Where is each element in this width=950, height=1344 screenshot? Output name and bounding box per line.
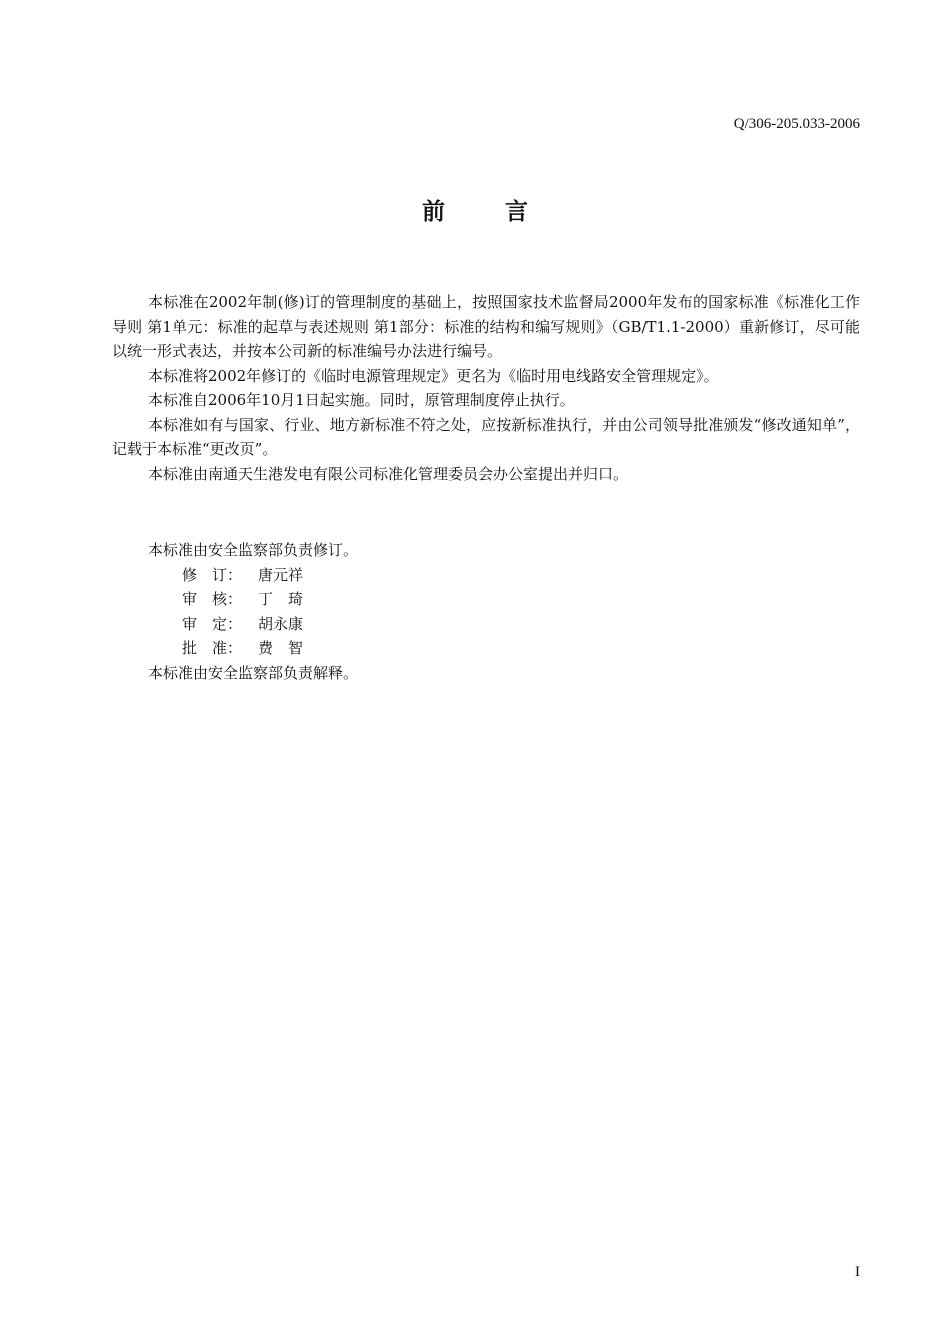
credit-row [112, 587, 860, 612]
credit-role: 审 定： [182, 614, 243, 633]
credit-person: 唐元祥 [258, 565, 304, 584]
foreword-body [112, 290, 860, 486]
paragraph-conflict-rule: 本标准如有与国家、行业、地方新标准不符之处，应按新标准执行，并由公司领导批准颁发“修改通知单”，记载于本标准“更改页”。 [112, 415, 860, 458]
credits-outro: 本标准由安全监察部负责解释。 [148, 663, 359, 682]
credit-row [112, 636, 860, 661]
paragraph-revision-basis: 本标准在2002年制(修)订的管理制度的基础上，按照国家技术监督局2000年发布的国家标准《标准化工作导则 第1单元：标准的起草与表述规则 第1部分：标准的结构和编写规则》（GB/T1.1-2000）重新修订，尽可能以统一形式表达，并按本公司新的标准编号办法进行编号。 [112, 293, 860, 360]
page-title [0, 196, 950, 228]
paragraph-rename: 本标准将2002年修订的《临时电源管理规定》更名为《临时用电线路安全管理规定》。 [148, 366, 719, 385]
credit-person: 丁 琦 [258, 590, 304, 608]
title-char-2: 言 [505, 199, 528, 225]
credits-intro: 本标准由安全监察部负责修订。 [148, 541, 359, 559]
credit-person: 胡永康 [258, 614, 304, 633]
credit-role: 修 订： [182, 565, 243, 584]
document-code: Q/306-205.033-2006 [733, 116, 860, 132]
title-char-1: 前 [422, 199, 445, 225]
credits-block [112, 538, 860, 685]
credit-role: 批 准： [182, 639, 243, 657]
credit-person: 费 智 [258, 639, 304, 657]
credit-role: 审 核： [182, 590, 243, 608]
credit-row [112, 563, 860, 588]
page-number: I [855, 1264, 860, 1280]
paragraph-effective-date: 本标准自2006年10月1日起实施。同时，原管理制度停止执行。 [148, 391, 575, 409]
paragraph-proposer: 本标准由南通天生港发电有限公司标准化管理委员会办公室提出并归口。 [148, 464, 629, 483]
credit-row [112, 612, 860, 637]
